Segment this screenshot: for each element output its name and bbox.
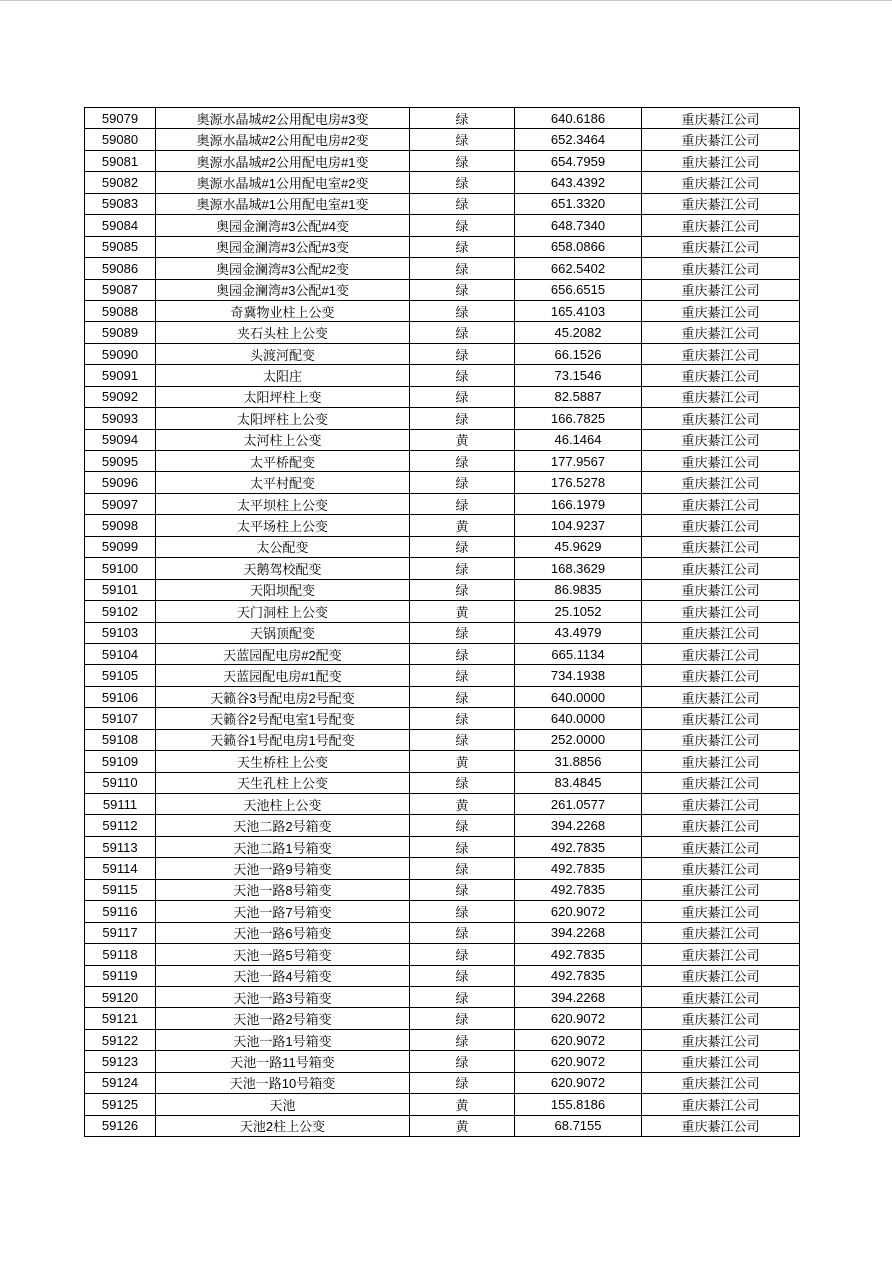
table-row <box>85 643 800 664</box>
row-status-cell: 绿 <box>410 172 515 193</box>
row-value-cell: 43.4979 <box>515 622 642 643</box>
row-status-cell: 绿 <box>410 772 515 793</box>
row-id-cell: 59115 <box>85 879 156 900</box>
row-value-cell: 651.3320 <box>515 193 642 214</box>
row-id-cell: 59119 <box>85 965 156 986</box>
row-name-cell: 天池2柱上公变 <box>156 1115 410 1136</box>
row-name-cell: 天池一路6号箱变 <box>156 922 410 943</box>
row-company-cell: 重庆綦江公司 <box>642 1115 800 1136</box>
row-value-cell: 261.0577 <box>515 794 642 815</box>
row-company-cell: 重庆綦江公司 <box>642 794 800 815</box>
row-company-cell: 重庆綦江公司 <box>642 515 800 536</box>
row-company-cell: 重庆綦江公司 <box>642 150 800 171</box>
row-name-cell: 天鹅驾校配变 <box>156 558 410 579</box>
row-status-cell: 黄 <box>410 751 515 772</box>
row-status-cell: 绿 <box>410 150 515 171</box>
row-id-cell: 59094 <box>85 429 156 450</box>
row-status-cell: 绿 <box>410 215 515 236</box>
row-name-cell: 天蓝园配电房#2配变 <box>156 643 410 664</box>
row-value-cell: 104.9237 <box>515 515 642 536</box>
row-name-cell: 太公配变 <box>156 536 410 557</box>
row-status-cell: 绿 <box>410 1029 515 1050</box>
row-status-cell: 绿 <box>410 901 515 922</box>
row-company-cell: 重庆綦江公司 <box>642 472 800 493</box>
row-company-cell: 重庆綦江公司 <box>642 686 800 707</box>
row-company-cell: 重庆綦江公司 <box>642 922 800 943</box>
row-id-cell: 59105 <box>85 665 156 686</box>
row-name-cell: 奇冀物业柱上公变 <box>156 300 410 321</box>
row-id-cell: 59112 <box>85 815 156 836</box>
row-value-cell: 68.7155 <box>515 1115 642 1136</box>
table-row <box>85 708 800 729</box>
page-top-edge <box>0 0 892 1</box>
row-value-cell: 492.7835 <box>515 858 642 879</box>
row-status-cell: 绿 <box>410 836 515 857</box>
row-company-cell: 重庆綦江公司 <box>642 172 800 193</box>
row-value-cell: 86.9835 <box>515 579 642 600</box>
table-row <box>85 279 800 300</box>
table-row <box>85 601 800 622</box>
row-value-cell: 155.8186 <box>515 1094 642 1115</box>
row-id-cell: 59096 <box>85 472 156 493</box>
table-row <box>85 515 800 536</box>
row-id-cell: 59090 <box>85 343 156 364</box>
row-company-cell: 重庆綦江公司 <box>642 386 800 407</box>
row-value-cell: 620.9072 <box>515 1029 642 1050</box>
table-row <box>85 493 800 514</box>
row-name-cell: 奥源水晶城#1公用配电室#2变 <box>156 172 410 193</box>
row-value-cell: 45.2082 <box>515 322 642 343</box>
row-company-cell: 重庆綦江公司 <box>642 965 800 986</box>
row-value-cell: 658.0866 <box>515 236 642 257</box>
row-value-cell: 82.5887 <box>515 386 642 407</box>
row-status-cell: 绿 <box>410 365 515 386</box>
row-value-cell: 492.7835 <box>515 944 642 965</box>
row-name-cell: 奥园金澜湾#3公配#3变 <box>156 236 410 257</box>
row-company-cell: 重庆綦江公司 <box>642 322 800 343</box>
table-row <box>85 879 800 900</box>
row-value-cell: 166.7825 <box>515 408 642 429</box>
row-id-cell: 59081 <box>85 150 156 171</box>
row-name-cell: 天池一路2号箱变 <box>156 1008 410 1029</box>
row-status-cell: 黄 <box>410 1094 515 1115</box>
row-status-cell: 绿 <box>410 858 515 879</box>
row-name-cell: 天生孔柱上公变 <box>156 772 410 793</box>
table-row <box>85 300 800 321</box>
row-status-cell: 绿 <box>410 965 515 986</box>
row-name-cell: 天池二路2号箱变 <box>156 815 410 836</box>
table-row <box>85 922 800 943</box>
row-name-cell: 天池一路5号箱变 <box>156 944 410 965</box>
table-row <box>85 429 800 450</box>
row-value-cell: 652.3464 <box>515 129 642 150</box>
row-company-cell: 重庆綦江公司 <box>642 708 800 729</box>
row-id-cell: 59110 <box>85 772 156 793</box>
row-company-cell: 重庆綦江公司 <box>642 536 800 557</box>
row-company-cell: 重庆綦江公司 <box>642 1029 800 1050</box>
row-status-cell: 黄 <box>410 794 515 815</box>
table-row <box>85 408 800 429</box>
row-status-cell: 绿 <box>410 922 515 943</box>
row-company-cell: 重庆綦江公司 <box>642 558 800 579</box>
row-value-cell: 492.7835 <box>515 965 642 986</box>
table-row <box>85 751 800 772</box>
row-value-cell: 394.2268 <box>515 922 642 943</box>
row-company-cell: 重庆綦江公司 <box>642 1072 800 1093</box>
row-id-cell: 59122 <box>85 1029 156 1050</box>
table-row <box>85 836 800 857</box>
table-row <box>85 729 800 750</box>
row-id-cell: 59087 <box>85 279 156 300</box>
row-id-cell: 59111 <box>85 794 156 815</box>
table-row <box>85 622 800 643</box>
row-value-cell: 662.5402 <box>515 258 642 279</box>
row-company-cell: 重庆綦江公司 <box>642 108 800 129</box>
row-company-cell: 重庆綦江公司 <box>642 429 800 450</box>
row-name-cell: 天籁谷1号配电房1号配变 <box>156 729 410 750</box>
row-id-cell: 59108 <box>85 729 156 750</box>
row-status-cell: 绿 <box>410 622 515 643</box>
row-company-cell: 重庆綦江公司 <box>642 258 800 279</box>
row-status-cell: 黄 <box>410 429 515 450</box>
row-company-cell: 重庆綦江公司 <box>642 729 800 750</box>
row-status-cell: 绿 <box>410 1008 515 1029</box>
row-name-cell: 太平村配变 <box>156 472 410 493</box>
table-row <box>85 1072 800 1093</box>
row-company-cell: 重庆綦江公司 <box>642 879 800 900</box>
row-company-cell: 重庆綦江公司 <box>642 493 800 514</box>
row-name-cell: 天籁谷3号配电房2号配变 <box>156 686 410 707</box>
table-row <box>85 150 800 171</box>
row-value-cell: 252.0000 <box>515 729 642 750</box>
row-name-cell: 天池一路1号箱变 <box>156 1029 410 1050</box>
row-id-cell: 59113 <box>85 836 156 857</box>
row-status-cell: 绿 <box>410 686 515 707</box>
table-row <box>85 1115 800 1136</box>
row-value-cell: 46.1464 <box>515 429 642 450</box>
row-company-cell: 重庆綦江公司 <box>642 1008 800 1029</box>
row-value-cell: 640.6186 <box>515 108 642 129</box>
table-row <box>85 1051 800 1072</box>
row-company-cell: 重庆綦江公司 <box>642 193 800 214</box>
row-status-cell: 绿 <box>410 236 515 257</box>
row-company-cell: 重庆綦江公司 <box>642 451 800 472</box>
row-status-cell: 绿 <box>410 879 515 900</box>
row-status-cell: 绿 <box>410 944 515 965</box>
row-value-cell: 665.1134 <box>515 643 642 664</box>
row-company-cell: 重庆綦江公司 <box>642 665 800 686</box>
row-status-cell: 绿 <box>410 279 515 300</box>
row-id-cell: 59101 <box>85 579 156 600</box>
table-body <box>85 108 800 1137</box>
table-row <box>85 579 800 600</box>
row-status-cell: 绿 <box>410 300 515 321</box>
row-status-cell: 绿 <box>410 386 515 407</box>
row-name-cell: 太阳庄 <box>156 365 410 386</box>
row-company-cell: 重庆綦江公司 <box>642 365 800 386</box>
row-name-cell: 奥源水晶城#2公用配电房#1变 <box>156 150 410 171</box>
table-row <box>85 858 800 879</box>
row-name-cell: 天籁谷2号配电室1号配变 <box>156 708 410 729</box>
row-id-cell: 59082 <box>85 172 156 193</box>
row-company-cell: 重庆綦江公司 <box>642 986 800 1007</box>
row-id-cell: 59084 <box>85 215 156 236</box>
table-row <box>85 472 800 493</box>
row-status-cell: 绿 <box>410 408 515 429</box>
row-id-cell: 59099 <box>85 536 156 557</box>
table-row <box>85 451 800 472</box>
row-id-cell: 59095 <box>85 451 156 472</box>
row-status-cell: 黄 <box>410 515 515 536</box>
row-company-cell: 重庆綦江公司 <box>642 815 800 836</box>
row-id-cell: 59121 <box>85 1008 156 1029</box>
table-row <box>85 665 800 686</box>
row-id-cell: 59124 <box>85 1072 156 1093</box>
data-table <box>84 107 800 1137</box>
row-status-cell: 绿 <box>410 1051 515 1072</box>
row-status-cell: 绿 <box>410 129 515 150</box>
row-status-cell: 绿 <box>410 986 515 1007</box>
row-company-cell: 重庆綦江公司 <box>642 236 800 257</box>
table-row <box>85 944 800 965</box>
row-id-cell: 59092 <box>85 386 156 407</box>
table-row <box>85 1008 800 1029</box>
table-row <box>85 236 800 257</box>
row-value-cell: 176.5278 <box>515 472 642 493</box>
table-row <box>85 386 800 407</box>
table-row <box>85 686 800 707</box>
row-company-cell: 重庆綦江公司 <box>642 300 800 321</box>
row-company-cell: 重庆綦江公司 <box>642 215 800 236</box>
row-id-cell: 59086 <box>85 258 156 279</box>
table-row <box>85 815 800 836</box>
row-name-cell: 天池二路1号箱变 <box>156 836 410 857</box>
row-status-cell: 绿 <box>410 536 515 557</box>
row-name-cell: 奥园金澜湾#3公配#4变 <box>156 215 410 236</box>
row-value-cell: 640.0000 <box>515 708 642 729</box>
row-name-cell: 奥源水晶城#2公用配电房#2变 <box>156 129 410 150</box>
row-name-cell: 奥源水晶城#2公用配电房#3变 <box>156 108 410 129</box>
row-id-cell: 59123 <box>85 1051 156 1072</box>
row-id-cell: 59083 <box>85 193 156 214</box>
row-company-cell: 重庆綦江公司 <box>642 643 800 664</box>
row-name-cell: 太阳坪柱上公变 <box>156 408 410 429</box>
row-value-cell: 166.1979 <box>515 493 642 514</box>
row-company-cell: 重庆綦江公司 <box>642 622 800 643</box>
row-name-cell: 天蓝园配电房#1配变 <box>156 665 410 686</box>
row-id-cell: 59089 <box>85 322 156 343</box>
row-id-cell: 59116 <box>85 901 156 922</box>
row-id-cell: 59104 <box>85 643 156 664</box>
row-value-cell: 45.9629 <box>515 536 642 557</box>
row-status-cell: 绿 <box>410 708 515 729</box>
row-name-cell: 太河柱上公变 <box>156 429 410 450</box>
row-company-cell: 重庆綦江公司 <box>642 408 800 429</box>
row-value-cell: 492.7835 <box>515 836 642 857</box>
row-value-cell: 83.4845 <box>515 772 642 793</box>
table-row <box>85 558 800 579</box>
row-name-cell: 天池一路10号箱变 <box>156 1072 410 1093</box>
table-row <box>85 322 800 343</box>
row-value-cell: 640.0000 <box>515 686 642 707</box>
row-name-cell: 天池一路4号箱变 <box>156 965 410 986</box>
row-status-cell: 绿 <box>410 493 515 514</box>
row-status-cell: 绿 <box>410 108 515 129</box>
table-row <box>85 965 800 986</box>
table-row <box>85 215 800 236</box>
row-company-cell: 重庆綦江公司 <box>642 279 800 300</box>
row-status-cell: 绿 <box>410 451 515 472</box>
row-value-cell: 620.9072 <box>515 1008 642 1029</box>
table-row <box>85 536 800 557</box>
row-id-cell: 59118 <box>85 944 156 965</box>
row-company-cell: 重庆綦江公司 <box>642 129 800 150</box>
row-id-cell: 59109 <box>85 751 156 772</box>
row-id-cell: 59102 <box>85 601 156 622</box>
row-id-cell: 59085 <box>85 236 156 257</box>
row-company-cell: 重庆綦江公司 <box>642 901 800 922</box>
row-status-cell: 绿 <box>410 472 515 493</box>
row-name-cell: 天池一路7号箱变 <box>156 901 410 922</box>
row-id-cell: 59117 <box>85 922 156 943</box>
row-id-cell: 59093 <box>85 408 156 429</box>
row-name-cell: 太平坝柱上公变 <box>156 493 410 514</box>
row-value-cell: 177.9567 <box>515 451 642 472</box>
row-value-cell: 394.2268 <box>515 815 642 836</box>
table-row <box>85 108 800 129</box>
row-company-cell: 重庆綦江公司 <box>642 579 800 600</box>
row-name-cell: 奥源水晶城#1公用配电室#1变 <box>156 193 410 214</box>
row-name-cell: 天池一路11号箱变 <box>156 1051 410 1072</box>
table-row <box>85 172 800 193</box>
row-status-cell: 绿 <box>410 558 515 579</box>
row-value-cell: 656.6515 <box>515 279 642 300</box>
row-value-cell: 620.9072 <box>515 1051 642 1072</box>
row-status-cell: 绿 <box>410 665 515 686</box>
row-company-cell: 重庆綦江公司 <box>642 1094 800 1115</box>
row-value-cell: 734.1938 <box>515 665 642 686</box>
row-status-cell: 绿 <box>410 1072 515 1093</box>
row-name-cell: 天池 <box>156 1094 410 1115</box>
table-row <box>85 129 800 150</box>
table-row <box>85 258 800 279</box>
row-company-cell: 重庆綦江公司 <box>642 772 800 793</box>
row-value-cell: 165.4103 <box>515 300 642 321</box>
row-name-cell: 奥园金澜湾#3公配#1变 <box>156 279 410 300</box>
row-id-cell: 59098 <box>85 515 156 536</box>
table-row <box>85 772 800 793</box>
row-name-cell: 太平场柱上公变 <box>156 515 410 536</box>
row-name-cell: 天阳坝配变 <box>156 579 410 600</box>
row-company-cell: 重庆綦江公司 <box>642 601 800 622</box>
row-name-cell: 头渡河配变 <box>156 343 410 364</box>
row-status-cell: 黄 <box>410 601 515 622</box>
row-name-cell: 夹石头柱上公变 <box>156 322 410 343</box>
row-id-cell: 59091 <box>85 365 156 386</box>
row-status-cell: 绿 <box>410 579 515 600</box>
row-id-cell: 59088 <box>85 300 156 321</box>
row-id-cell: 59126 <box>85 1115 156 1136</box>
table-row <box>85 1029 800 1050</box>
row-value-cell: 73.1546 <box>515 365 642 386</box>
table-row <box>85 986 800 1007</box>
row-value-cell: 168.3629 <box>515 558 642 579</box>
row-status-cell: 绿 <box>410 815 515 836</box>
row-status-cell: 绿 <box>410 258 515 279</box>
row-value-cell: 648.7340 <box>515 215 642 236</box>
row-id-cell: 59106 <box>85 686 156 707</box>
row-value-cell: 66.1526 <box>515 343 642 364</box>
row-name-cell: 太阳坪柱上变 <box>156 386 410 407</box>
row-status-cell: 绿 <box>410 343 515 364</box>
row-company-cell: 重庆綦江公司 <box>642 1051 800 1072</box>
row-company-cell: 重庆綦江公司 <box>642 858 800 879</box>
row-status-cell: 绿 <box>410 193 515 214</box>
row-name-cell: 天池一路8号箱变 <box>156 879 410 900</box>
row-id-cell: 59107 <box>85 708 156 729</box>
row-value-cell: 643.4392 <box>515 172 642 193</box>
row-status-cell: 绿 <box>410 643 515 664</box>
row-value-cell: 31.8856 <box>515 751 642 772</box>
row-id-cell: 59097 <box>85 493 156 514</box>
row-status-cell: 绿 <box>410 322 515 343</box>
row-name-cell: 天锅顶配变 <box>156 622 410 643</box>
row-name-cell: 天池一路3号箱变 <box>156 986 410 1007</box>
row-company-cell: 重庆綦江公司 <box>642 944 800 965</box>
row-name-cell: 太平桥配变 <box>156 451 410 472</box>
row-name-cell: 天池一路9号箱变 <box>156 858 410 879</box>
row-value-cell: 25.1052 <box>515 601 642 622</box>
row-company-cell: 重庆綦江公司 <box>642 343 800 364</box>
row-status-cell: 黄 <box>410 1115 515 1136</box>
row-value-cell: 620.9072 <box>515 901 642 922</box>
table-row <box>85 1094 800 1115</box>
table-row <box>85 193 800 214</box>
row-id-cell: 59120 <box>85 986 156 1007</box>
row-name-cell: 天门洞柱上公变 <box>156 601 410 622</box>
row-id-cell: 59080 <box>85 129 156 150</box>
row-name-cell: 奥园金澜湾#3公配#2变 <box>156 258 410 279</box>
row-status-cell: 绿 <box>410 729 515 750</box>
row-id-cell: 59103 <box>85 622 156 643</box>
row-company-cell: 重庆綦江公司 <box>642 836 800 857</box>
table-row <box>85 901 800 922</box>
row-name-cell: 天池柱上公变 <box>156 794 410 815</box>
table-row <box>85 365 800 386</box>
row-id-cell: 59125 <box>85 1094 156 1115</box>
row-value-cell: 620.9072 <box>515 1072 642 1093</box>
row-id-cell: 59079 <box>85 108 156 129</box>
row-value-cell: 394.2268 <box>515 986 642 1007</box>
row-value-cell: 492.7835 <box>515 879 642 900</box>
row-name-cell: 天生桥柱上公变 <box>156 751 410 772</box>
table-row <box>85 794 800 815</box>
row-value-cell: 654.7959 <box>515 150 642 171</box>
row-id-cell: 59100 <box>85 558 156 579</box>
row-id-cell: 59114 <box>85 858 156 879</box>
row-company-cell: 重庆綦江公司 <box>642 751 800 772</box>
table-row <box>85 343 800 364</box>
